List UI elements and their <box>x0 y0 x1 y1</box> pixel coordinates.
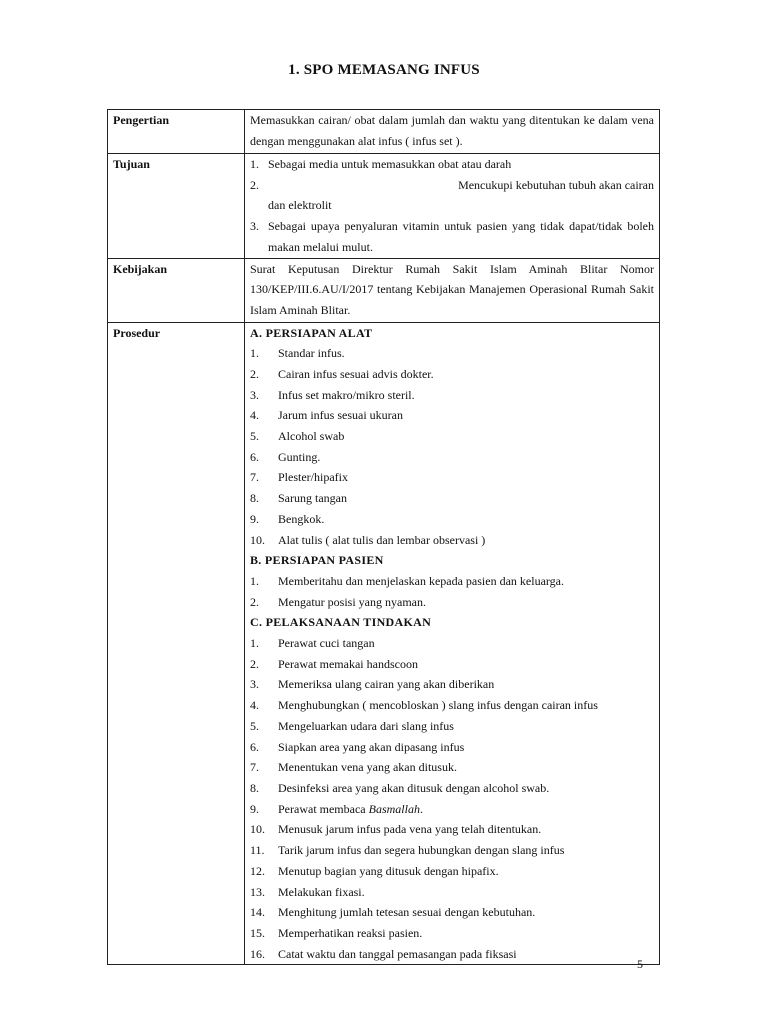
list-item: 7. Menentukan vena yang akan ditusuk. <box>250 760 457 775</box>
list-item: 1. Perawat cuci tangan <box>250 636 375 651</box>
kebijakan-text: Surat Keputusan Direktur Rumah Sakit Islam Aminah Blitar Nomor 130/KEP/III.6.AU/I/2017 tentang Kebijakan Manajemen Operasional Rumah Sakit Islam Aminah Blitar. <box>245 258 660 322</box>
list-item: 6. Siapkan area yang akan dipasang infus <box>250 739 465 754</box>
row-prosedur <box>108 322 660 965</box>
list-item: 7. Plester/hipafix <box>250 470 348 485</box>
list-item: 2. Mencukupi kebutuhan tubuh akan cairan dan elektrolit <box>250 177 654 213</box>
list-item: 10. Menusuk jarum infus pada vena yang telah ditentukan. <box>250 822 542 837</box>
list-item: 6. Gunting. <box>250 449 321 464</box>
list-item: 5. Alcohol swab <box>250 429 345 444</box>
list-item: 3. Infus set makro/mikro steril. <box>250 387 415 402</box>
persiapan-pasien-list <box>250 571 654 612</box>
list-item: 10. Alat tulis ( alat tulis dan lembar observasi ) <box>250 532 486 547</box>
list-item: 8. Sarung tangan <box>250 491 347 506</box>
list-item: 9. Perawat membaca Basmallah. <box>250 801 423 816</box>
pelaksanaan-tindakan-list <box>250 633 654 964</box>
section-heading-persiapan-alat: A. PERSIAPAN ALAT <box>250 325 373 340</box>
list-item: 2. Cairan infus sesuai advis dokter. <box>250 366 434 381</box>
list-item: 8. Desinfeksi area yang akan ditusuk dengan alcohol swab. <box>250 780 550 795</box>
list-item: 3. Memeriksa ulang cairan yang akan diberikan <box>250 677 495 692</box>
row-kebijakan <box>108 258 660 322</box>
persiapan-alat-list <box>250 343 654 550</box>
section-heading-persiapan-pasien: B. PERSIAPAN PASIEN <box>250 553 384 568</box>
list-item: 13. Melakukan fixasi. <box>250 884 365 899</box>
list-item: 2. Mengatur posisi yang nyaman. <box>250 594 426 609</box>
pengertian-text: Memasukkan cairan/ obat dalam jumlah dan waktu yang ditentukan ke dalam vena dengan menggunakan alat infus ( infus set ). <box>245 110 660 154</box>
list-item: 4. Menghubungkan ( mencobloskan ) slang infus dengan cairan infus <box>250 698 598 713</box>
tujuan-list <box>250 154 654 258</box>
spo-table <box>107 109 660 965</box>
list-item: 16. Catat waktu dan tanggal pemasangan pada fiksasi <box>250 946 517 961</box>
list-item: 4. Jarum infus sesuai ukuran <box>250 408 403 423</box>
document-title: 1. SPO MEMASANG INFUS <box>288 62 480 78</box>
section-heading-pelaksanaan-tindakan: C. PELAKSANAAN TINDAKAN <box>250 615 432 630</box>
list-item: 3. Sebagai upaya penyaluran vitamin untuk pasien yang tidak dapat/tidak boleh makan melalui mulut. <box>250 219 654 254</box>
label-tujuan: Tujuan <box>108 154 245 259</box>
list-item: 11. Tarik jarum infus dan segera hubungkan dengan slang infus <box>250 843 565 858</box>
label-prosedur: Prosedur <box>108 322 245 965</box>
list-item: 9. Bengkok. <box>250 511 325 526</box>
label-kebijakan: Kebijakan <box>108 258 245 322</box>
list-item: 1. Standar infus. <box>250 346 345 361</box>
list-item: 5. Mengeluarkan udara dari slang infus <box>250 718 454 733</box>
row-pengertian <box>108 110 660 154</box>
row-tujuan <box>108 154 660 259</box>
list-item: 1. Sebagai media untuk memasukkan obat atau darah <box>250 157 512 171</box>
label-pengertian: Pengertian <box>108 110 245 154</box>
list-item: 14. Menghitung jumlah tetesan sesuai dengan kebutuhan. <box>250 905 536 920</box>
emphasized-word: Basmallah <box>368 801 420 816</box>
list-item: 12. Menutup bagian yang ditusuk dengan hipafix. <box>250 863 499 878</box>
list-item: 1. Memberitahu dan menjelaskan kepada pasien dan keluarga. <box>250 573 565 588</box>
list-item: 15. Memperhatikan reaksi pasien. <box>250 925 423 940</box>
page-number: 5 <box>637 957 643 971</box>
list-item: 2. Perawat memakai handscoon <box>250 656 418 671</box>
